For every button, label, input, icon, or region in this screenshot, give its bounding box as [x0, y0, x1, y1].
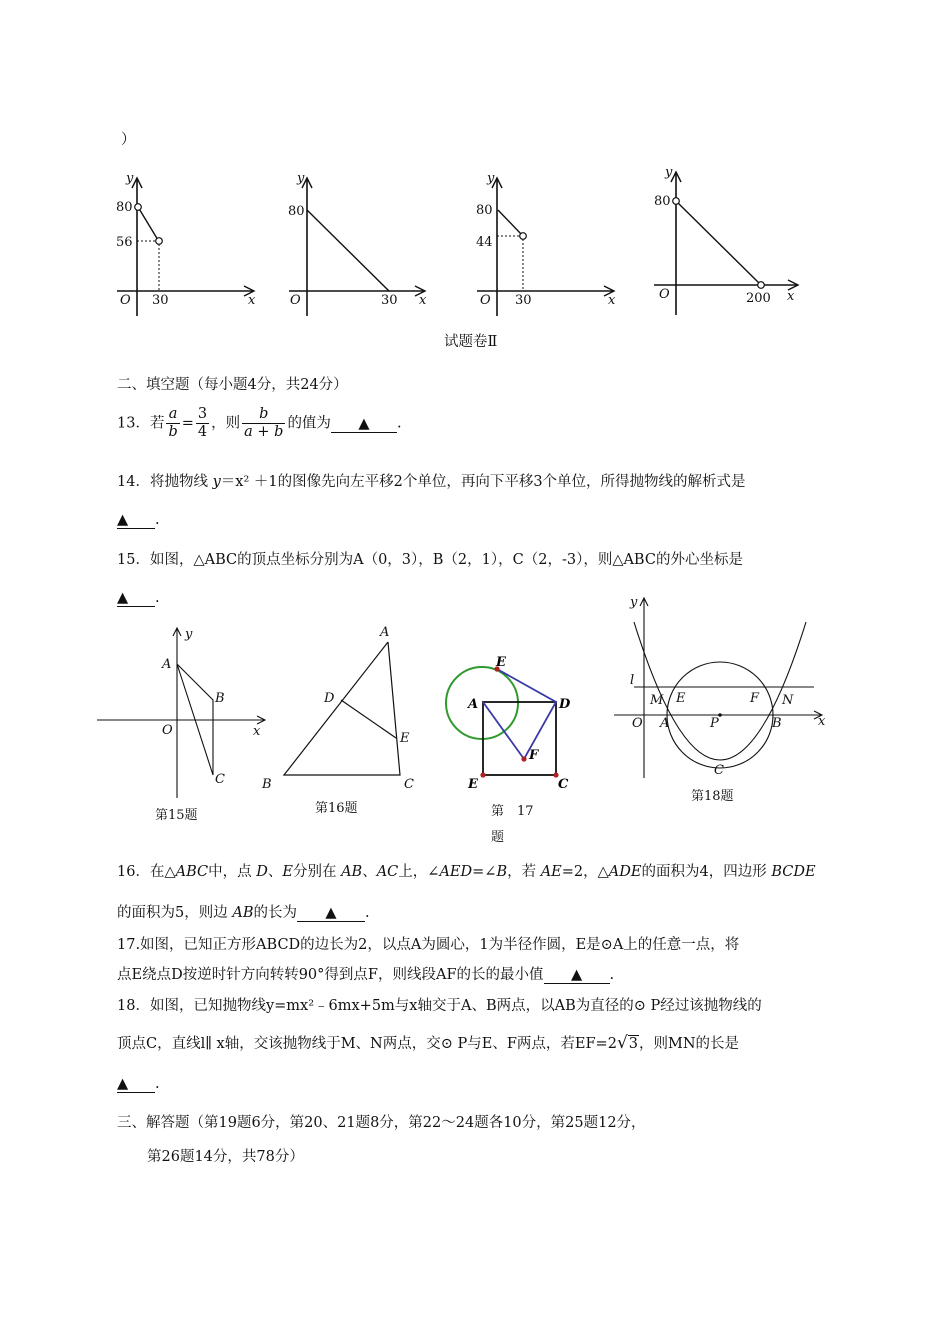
- q14-number: 14．将抛物线: [117, 474, 213, 490]
- question-15: 15．如图，△ABC的顶点坐标分别为A（0，3），B（2，1），C（2，-3），则△ABC的外心坐标是: [117, 552, 743, 568]
- x-axis-label: x: [253, 724, 261, 739]
- figure-15-caption: 第15题: [155, 808, 198, 823]
- answer-blank[interactable]: ▲: [331, 417, 397, 433]
- question-17: 17.如图，已知正方形ABCD的边长为2，以点A为圆心，1为半径作圆，E是⊙A上的任意一点，将: [117, 937, 740, 953]
- figure-15: [95, 622, 275, 802]
- answer-blank[interactable]: ▲: [117, 591, 155, 607]
- point-a-label: A: [162, 657, 172, 672]
- period: .: [155, 512, 160, 528]
- point-b-label: B: [262, 777, 272, 792]
- answer-blank[interactable]: ▲: [117, 1077, 155, 1093]
- x-tick-30: 30: [515, 293, 532, 308]
- figure-16-caption: 第16题: [315, 801, 358, 816]
- segment-ae: AE: [540, 864, 562, 880]
- triangle-ade: ADE: [608, 864, 642, 880]
- figure-17-caption-line2: 题: [491, 830, 505, 845]
- point-d: D: [256, 864, 268, 880]
- numerator: 3: [197, 406, 208, 422]
- question-16-line2: [117, 901, 370, 922]
- origin-label: O: [120, 293, 131, 308]
- figure-17: [440, 652, 590, 797]
- denominator: a + b: [244, 424, 284, 440]
- period: .: [155, 590, 160, 606]
- q17-text: 点E绕点D按逆时针方向转转90°得到点F，则线段AF的长的最小值: [117, 967, 544, 983]
- sqrt-symbol: √: [616, 1033, 628, 1053]
- segment-ab: AB: [341, 864, 363, 880]
- denominator: b: [168, 424, 178, 440]
- point-e-label: E: [496, 655, 506, 670]
- origin-label: O: [480, 293, 491, 308]
- question-17-line2: [117, 963, 614, 984]
- point-a-label: A: [468, 697, 479, 712]
- point-m-label: M: [650, 693, 664, 708]
- point-a-label: A: [380, 625, 390, 640]
- quad-bcde: BCDE: [771, 864, 816, 880]
- point-b-label: B: [215, 691, 225, 706]
- q13-number: 13．若: [117, 415, 165, 432]
- fraction-b-over-a-plus-b: [242, 406, 285, 441]
- question-14: [117, 470, 746, 491]
- point-d-label: D: [324, 691, 335, 706]
- figure-18-caption: 第18题: [691, 789, 734, 804]
- x-tick-30: 30: [152, 293, 169, 308]
- triangle-abc: ABC: [175, 864, 209, 880]
- segment-ac: AC: [376, 864, 399, 880]
- y-axis-label: y: [630, 595, 638, 610]
- origin-label: O: [162, 723, 173, 738]
- separator: 、: [267, 864, 283, 880]
- y-tick-44: 44: [476, 235, 493, 250]
- origin-label: O: [659, 287, 670, 302]
- figure-18: [612, 590, 832, 780]
- point-c-label: C: [558, 777, 569, 792]
- period: .: [396, 415, 402, 432]
- q16-text: 中，点: [208, 864, 257, 880]
- answer-blank[interactable]: ▲: [297, 906, 365, 922]
- question-18-line2: [117, 1032, 739, 1053]
- option-graph-2: [285, 168, 435, 318]
- origin-label: O: [632, 716, 643, 731]
- answer-blank[interactable]: ▲: [544, 968, 610, 984]
- question-14-answer-line: [117, 512, 160, 529]
- section-3-title: 三、解答题（第19题6分，第20、21题8分，第22～24题各10分，第25题12分，: [117, 1115, 646, 1131]
- line-l-label: l: [630, 673, 635, 688]
- separator: 、: [362, 864, 377, 880]
- period: .: [155, 1076, 160, 1092]
- point-e-label: E: [676, 691, 686, 706]
- x-axis-label: x: [608, 293, 616, 308]
- option-graph-3: [472, 168, 622, 318]
- point-f-label: F: [750, 691, 760, 706]
- q18-text: ，则MN的长是: [639, 1036, 740, 1052]
- point-b-label: E: [468, 777, 478, 792]
- point-e: E: [282, 864, 293, 880]
- prev-question-tail: ）: [121, 132, 136, 148]
- y-tick-80: 80: [476, 203, 493, 218]
- period: .: [609, 967, 615, 983]
- q13-text: ，则: [211, 415, 241, 432]
- figure-17-caption: 第 17: [491, 804, 534, 819]
- angle-aed: AED: [439, 864, 473, 880]
- question-18-answer-line: [117, 1076, 160, 1093]
- point-a-label: A: [660, 716, 670, 731]
- q14-text: ＝x² ＋1的图像先向左平移2个单位，再向下平移3个单位，所得抛物线的解析式是: [220, 474, 746, 490]
- point-f-label: F: [529, 748, 539, 763]
- q16-text: 的面积为5，则边: [117, 905, 233, 921]
- q16-text: =2，△: [561, 864, 609, 880]
- y-axis-label: y: [126, 171, 134, 186]
- equals-sign: =: [181, 415, 194, 432]
- numerator: b: [242, 406, 285, 424]
- y-axis-label: y: [487, 171, 495, 186]
- question-15-answer-line: [117, 590, 160, 607]
- x-axis-label: x: [419, 293, 427, 308]
- y-tick-80: 80: [288, 204, 305, 219]
- y-axis-label: y: [665, 165, 673, 180]
- y-tick-56: 56: [116, 235, 133, 250]
- point-b-label: B: [772, 716, 782, 731]
- question-13: [117, 406, 402, 441]
- section-2-title: 二、填空题（每小题4分，共24分）: [117, 377, 348, 393]
- q16-text: 16．在△: [117, 864, 176, 880]
- q18-text: 顶点C，直线l∥ x轴，交该抛物线于M、N两点，交⊙ P与E、F两点，若EF=2: [117, 1036, 617, 1052]
- y-tick-80: 80: [654, 194, 671, 209]
- fraction-a-over-b: [166, 406, 179, 441]
- figure-16: [258, 620, 433, 795]
- point-c-label: C: [404, 777, 414, 792]
- x-tick-30: 30: [381, 293, 398, 308]
- q16-text: 的长为: [253, 905, 297, 921]
- numerator: a: [166, 406, 179, 424]
- question-16: [117, 860, 816, 881]
- q16-text: 上，∠: [398, 864, 440, 880]
- point-c-label: C: [714, 763, 724, 778]
- x-axis-label: x: [248, 293, 256, 308]
- point-d-label: D: [559, 697, 571, 712]
- x-axis-label: x: [818, 714, 826, 729]
- origin-label: O: [290, 293, 301, 308]
- q13-text-tail: 的值为: [287, 415, 331, 432]
- variable-y: y: [212, 474, 221, 490]
- x-axis-label: x: [787, 289, 795, 304]
- y-axis-label: y: [185, 627, 193, 642]
- q16-text: ，若: [507, 864, 541, 880]
- paper-label: 试题卷Ⅱ: [444, 334, 498, 350]
- denominator: 4: [197, 424, 208, 440]
- period: .: [364, 905, 370, 921]
- q16-text: 的面积为4，四边形: [641, 864, 772, 880]
- option-graph-4: [652, 160, 812, 318]
- angle-b: B: [496, 864, 508, 880]
- x-tick-200: 200: [746, 291, 771, 306]
- answer-blank[interactable]: ▲: [117, 513, 155, 529]
- fraction-3-over-4: [196, 406, 209, 441]
- sqrt-radicand: 3: [628, 1036, 639, 1052]
- q16-text: 分别在: [292, 864, 342, 880]
- q16-text: =∠: [472, 864, 497, 880]
- point-c-label: C: [215, 772, 225, 787]
- y-axis-label: y: [297, 171, 305, 186]
- question-18: 18．如图，已知抛物线y=mx²﹣6mx+5m与x轴交于A、B两点，以AB为直径的⊙ P经过该抛物线的: [117, 998, 762, 1014]
- segment-ab: AB: [232, 905, 254, 921]
- point-p-label: P: [710, 716, 719, 731]
- y-tick-80: 80: [116, 200, 133, 215]
- point-n-label: N: [782, 693, 794, 708]
- option-graph-1: [112, 168, 262, 318]
- point-e-label: E: [400, 731, 410, 746]
- section-3-title-line2: 第26题14分，共78分）: [147, 1149, 304, 1165]
